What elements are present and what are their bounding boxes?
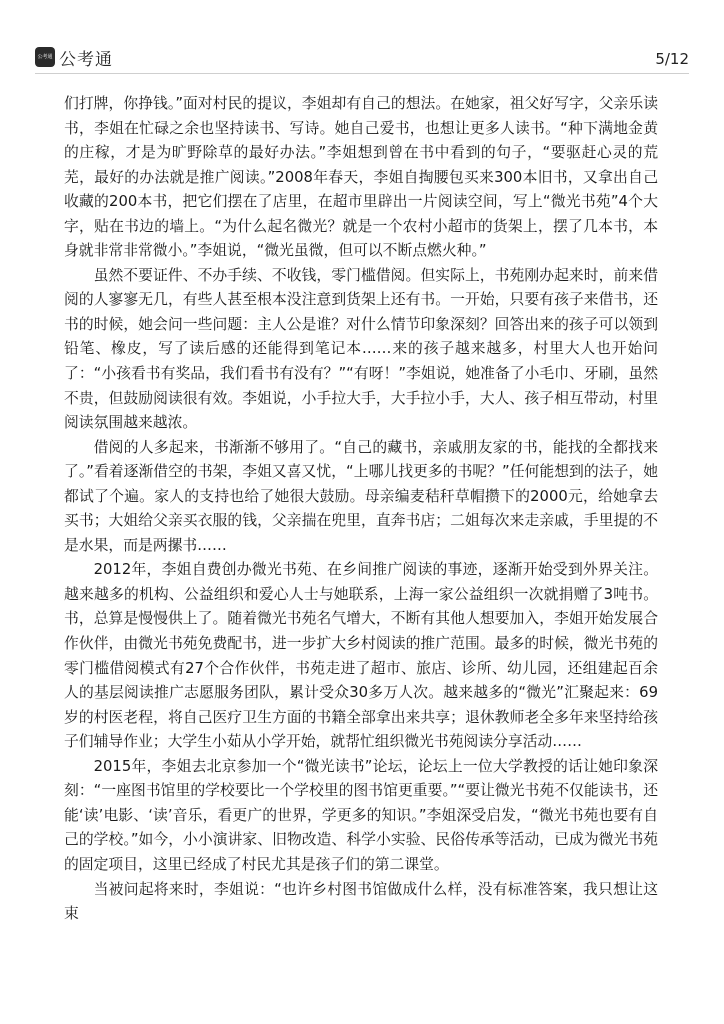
paragraph: 借阅的人多起来，书渐渐不够用了。“自己的藏书，亲戚朋友家的书，能找的全都找来了。”看着逐渐借空的书架，李姐又喜又忧，“上哪儿找更多的书呢？”任何能想到的法子，她都试了个遍。家人的支持也给了她很大鼓励。母亲编麦秸秆草帽攒下的2000元，给她拿去买书；大姐给父亲买衣服的钱，父亲揣在兜里，直奔书店；二姐每次来走亲戚，手里提的不是水果，而是两摞书…… [64,438,658,554]
article-body [64,92,658,927]
paragraph: 当被问起将来时，李姐说：“也许乡村图书馆做成什么样，没有标准答案，我只想让这束 [64,880,658,923]
page-header [0,0,724,76]
logo-text: 公考通 [59,50,113,70]
paragraph: 虽然不要证件、不办手续、不收钱，零门槛借阅。但实际上，书苑刚办起来时，前来借阅的人寥寥无几，有些人甚至根本没注意到货架上还有书。一开始，只要有孩子来借书，还书的时候，她会问一些问题：主人公是谁？对什么情节印象深刻？回答出来的孩子可以领到铅笔、橡皮，写了读后感的还能得到笔记本……来的孩子越来越多，村里大人也开始问了：“小孩看书有奖品，我们看书有没有？”“有呀！”李姐说，她准备了小毛巾、牙刷，虽然不贵，但鼓励阅读很有效。李姐说，小手拉大手，大手拉小手，大人、孩子相互带动，村里阅读氛围越来越浓。 [64,266,658,432]
paragraph: 们打牌，你挣钱。”面对村民的提议，李姐却有自己的想法。在她家，祖父好写字，父亲乐读书，李姐在忙碌之余也坚持读书、写诗。她自己爱书，也想让更多人读书。“种下满地金黄的庄稼，才是为旷野除草的最好办法。”李姐想到曾在书中看到的句子，“要驱赶心灵的荒芜，最好的办法就是推广阅读。”2008年春天，李姐自掏腰包买来300本旧书，又拿出自己收藏的200本书，把它们摆在了店里，在超市里辟出一片阅读空间，写上“微光书苑”4个大字，贴在书边的墙上。“为什么起名微光？就是一个农村小超市的货架上，摆了几本书，本身就非常非常微小。”李姐说，“微光虽微，但可以不断点燃火种。” [64,95,658,260]
header-divider [35,73,689,74]
logo-icon: 公考通 [35,47,55,67]
paragraph: 2012年，李姐自费创办微光书苑、在乡间推广阅读的事迹，逐渐开始受到外界关注。越来越多的机构、公益组织和爱心人士与她联系，上海一家公益组织一次就捐赠了3吨书。书，总算是慢慢供上了。随着微光书苑名气增大，不断有其他人想要加入，李姐开始发展合作伙伴，由微光书苑免费配书，进一步扩大乡村阅读的推广范围。最多的时候，微光书苑的零门槛借阅模式有27个合作伙伴，书苑走进了超市、旅店、诊所、幼儿园，还组建起百余人的基层阅读推广志愿服务团队，累计受众30多万人次。越来越多的“微光”汇聚起来：69岁的村医老程，将自己医疗卫生方面的书籍全部拿出来共享；退休教师老全多年来坚持给孩子们辅导作业；大学生小茹从小学开始，就帮忙组织微光书苑阅读分享活动…… [64,561,658,751]
paragraph: 2015年，李姐去北京参加一个“微光读书”论坛，论坛上一位大学教授的话让她印象深刻：“一座图书馆里的学校要比一个学校里的图书馆更重要。”“要让微光书苑不仅能读书，还能‘读’电影、‘读’音乐，看更广的世界，学更多的知识。”李姐深受启发，“微光书苑也要有自己的学校。”如今，小小演讲家、旧物改造、科学小实验、民俗传承等活动，已成为微光书苑的固定项目，这里已经成了村民尤其是孩子们的第二课堂。 [64,757,658,873]
page-number: 5/12 [655,50,689,68]
